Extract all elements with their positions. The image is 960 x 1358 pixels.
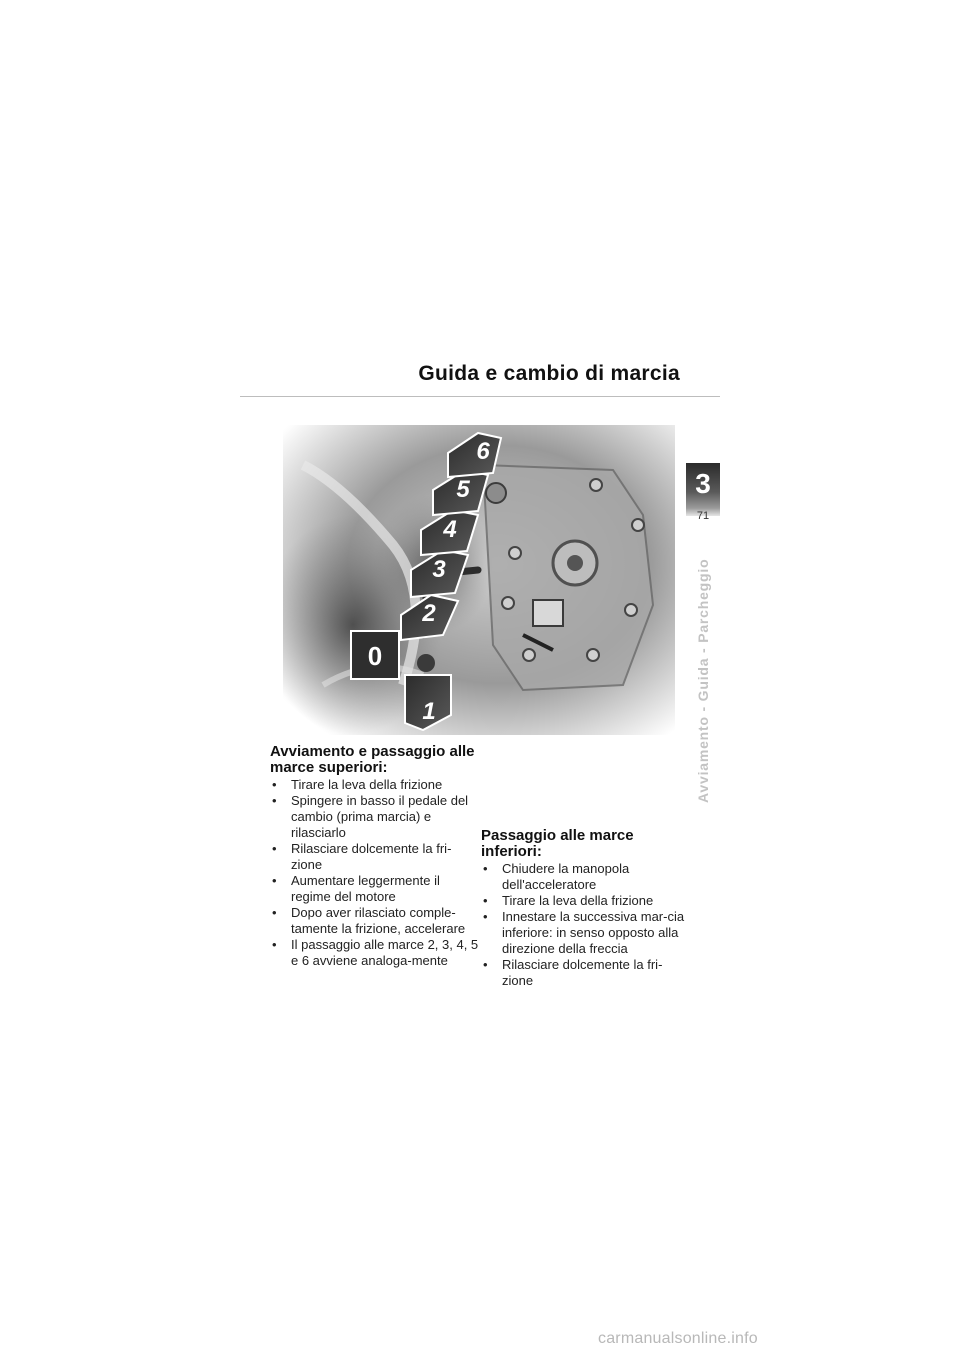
chapter-tab <box>686 463 720 516</box>
title-divider <box>240 396 720 397</box>
list-item: • Spingere in basso il pedale del cambio (prima marcia) e rilasciarlo <box>270 793 480 841</box>
upshift-heading: Avviamento e passaggio alle marce superiori: <box>270 743 475 776</box>
watermark: carmanualsonline.info <box>598 1330 758 1347</box>
list-item: • Tirare la leva della frizione <box>481 893 691 909</box>
chapter-number: 3 <box>695 468 711 499</box>
page-title: Guida e cambio di marcia <box>418 362 680 385</box>
gear-label-6: 6 <box>476 438 490 465</box>
list-item: • Chiudere la manopola dell'acceleratore <box>481 861 691 893</box>
gear-label-5: 5 <box>456 476 470 503</box>
chapter-label-text: Avviamento - Guida - Parcheggio <box>695 558 711 803</box>
list-item: • Rilasciare dolcemente la fri-zione <box>481 957 691 989</box>
gear-label-3: 3 <box>432 556 446 583</box>
downshift-heading: Passaggio alle marce inferiori: <box>481 827 634 860</box>
gear-label-0: 0 <box>367 641 383 671</box>
downshift-section <box>481 828 691 989</box>
page-number: 71 <box>696 510 710 522</box>
gear-shift-photo <box>283 425 675 735</box>
list-item: • Dopo aver rilasciato comple-tamente la frizione, accelerare <box>270 905 480 937</box>
gear-label-2: 2 <box>422 600 436 627</box>
gear-label-4: 4 <box>443 516 457 543</box>
list-item: • Tirare la leva della frizione <box>270 777 480 793</box>
list-item: • Il passaggio alle marce 2, 3, 4, 5 e 6 avviene analoga-mente <box>270 937 480 969</box>
list-item: • Aumentare leggermente il regime del motore <box>270 873 480 905</box>
upshift-section <box>270 744 480 969</box>
gear-label-1: 1 <box>422 698 436 725</box>
list-item: • Innestare la successiva mar-cia inferiore: in senso opposto alla direzione della freccia <box>481 909 691 957</box>
upshift-list <box>270 777 480 969</box>
list-item: • Rilasciare dolcemente la fri-zione <box>270 841 480 873</box>
downshift-list <box>481 861 691 989</box>
